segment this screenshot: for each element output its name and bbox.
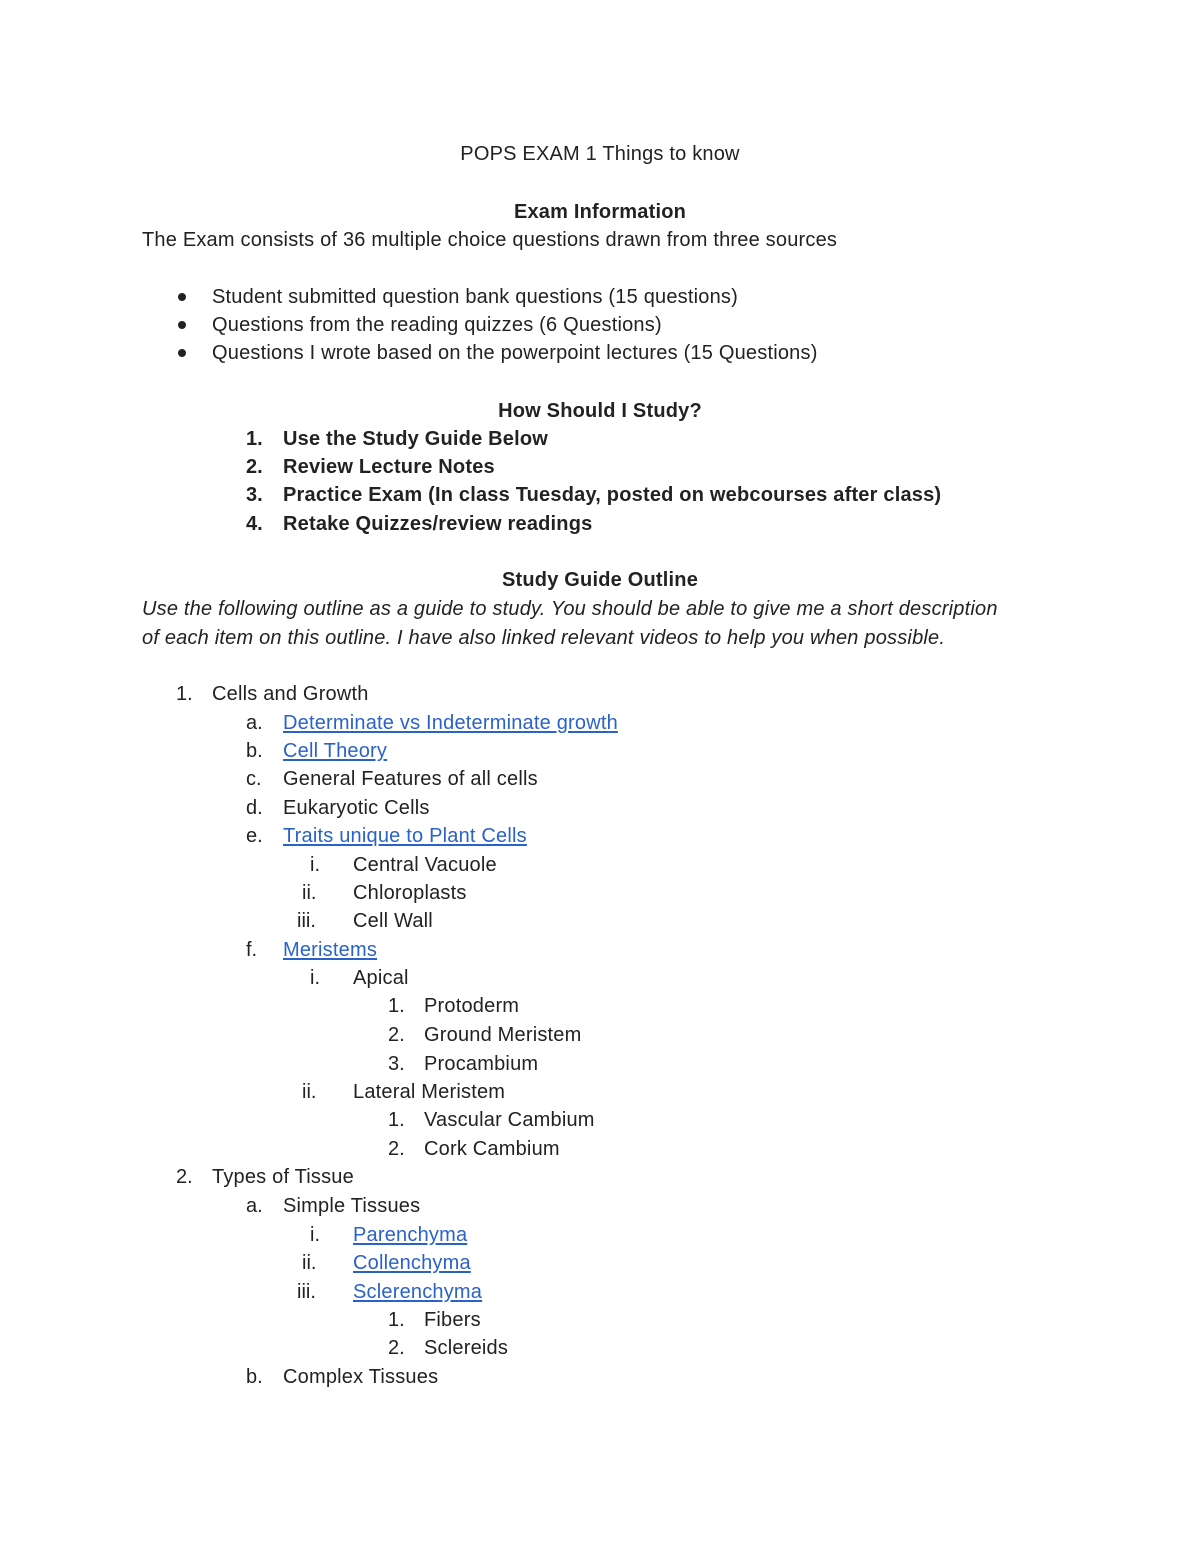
outline-marker: 1.: [176, 683, 193, 705]
outline-item-types-of-tissue: Types of Tissue: [212, 1166, 354, 1188]
outline-marker: iii.: [297, 1281, 316, 1303]
outline-item: Ground Meristem: [424, 1024, 582, 1046]
outline-marker: 2.: [388, 1337, 405, 1359]
bullet-icon: [178, 293, 186, 301]
outline-marker: iii.: [297, 910, 316, 932]
outline-marker: i.: [310, 854, 320, 876]
outline-item: Apical: [353, 967, 409, 989]
outline-marker: 1.: [388, 995, 405, 1017]
outline-intro-line-2: of each item on this outline. I have also linked relevant videos to help you when possible.: [142, 627, 946, 649]
exam-info-heading: Exam Information: [513, 201, 687, 223]
bullet-icon: [178, 349, 186, 357]
outline-marker: b.: [246, 1366, 263, 1388]
outline-item: Vascular Cambium: [424, 1109, 595, 1131]
study-step: Retake Quizzes/review readings: [283, 513, 593, 535]
outline-intro-line-1: Use the following outline as a guide to study. You should be able to give me a short description: [142, 598, 998, 620]
link-collenchyma[interactable]: Collenchyma: [353, 1252, 471, 1274]
outline-marker: ii.: [302, 1081, 317, 1103]
outline-item: Sclereids: [424, 1337, 509, 1359]
link-determinate-vs-indeterminate-growth[interactable]: Determinate vs Indeterminate growth: [283, 712, 618, 734]
outline-marker: i.: [310, 1224, 320, 1246]
document-title: POPS EXAM 1 Things to know: [460, 143, 740, 165]
outline-marker: 2.: [388, 1138, 405, 1160]
outline-item: Lateral Meristem: [353, 1081, 506, 1103]
study-step: Use the Study Guide Below: [283, 428, 549, 450]
outline-marker: e.: [246, 825, 263, 847]
link-cell-theory[interactable]: Cell Theory: [283, 740, 388, 762]
outline-item: Cork Cambium: [424, 1138, 560, 1160]
step-number: 1.: [246, 428, 263, 450]
outline-marker: b.: [246, 740, 263, 762]
outline-marker: f.: [246, 939, 258, 961]
outline-item: Complex Tissues: [283, 1366, 439, 1388]
outline-marker: 1.: [388, 1309, 405, 1331]
study-heading: How Should I Study?: [498, 400, 702, 422]
outline-marker: d.: [246, 797, 263, 819]
outline-marker: i.: [310, 967, 320, 989]
source-item: Questions from the reading quizzes (6 Questions): [212, 314, 662, 336]
link-traits-unique-to-plant-cells[interactable]: Traits unique to Plant Cells: [283, 825, 527, 847]
outline-marker: a.: [246, 1195, 263, 1217]
outline-item: General Features of all cells: [283, 768, 538, 790]
outline-marker: 2.: [388, 1024, 405, 1046]
outline-marker: 3.: [388, 1053, 405, 1075]
outline-item-cells-and-growth: Cells and Growth: [212, 683, 369, 705]
outline-item: Central Vacuole: [353, 854, 497, 876]
outline-marker: ii.: [302, 1252, 317, 1274]
outline-marker: 2.: [176, 1166, 193, 1188]
step-number: 4.: [246, 513, 263, 535]
outline-item: Procambium: [424, 1053, 539, 1075]
outline-item: Fibers: [424, 1309, 481, 1331]
outline-item: Eukaryotic Cells: [283, 797, 430, 819]
study-step: Practice Exam (In class Tuesday, posted on webcourses after class): [283, 484, 942, 506]
link-sclerenchyma[interactable]: Sclerenchyma: [353, 1281, 483, 1303]
source-item: Student submitted question bank questions (15 questions): [212, 286, 738, 308]
source-item: Questions I wrote based on the powerpoint lectures (15 Questions): [212, 342, 818, 364]
outline-marker: c.: [246, 768, 262, 790]
link-parenchyma[interactable]: Parenchyma: [353, 1224, 468, 1246]
outline-item: Cell Wall: [353, 910, 433, 932]
outline-heading: Study Guide Outline: [501, 569, 699, 591]
bullet-icon: [178, 321, 186, 329]
outline-marker: 1.: [388, 1109, 405, 1131]
outline-item: Chloroplasts: [353, 882, 467, 904]
link-meristems[interactable]: Meristems: [283, 939, 378, 961]
outline-item: Protoderm: [424, 995, 520, 1017]
outline-item: Simple Tissues: [283, 1195, 421, 1217]
study-step: Review Lecture Notes: [283, 456, 495, 478]
exam-info-intro: The Exam consists of 36 multiple choice questions drawn from three sources: [142, 229, 838, 251]
outline-marker: a.: [246, 712, 263, 734]
step-number: 3.: [246, 484, 263, 506]
outline-marker: ii.: [302, 882, 317, 904]
step-number: 2.: [246, 456, 263, 478]
